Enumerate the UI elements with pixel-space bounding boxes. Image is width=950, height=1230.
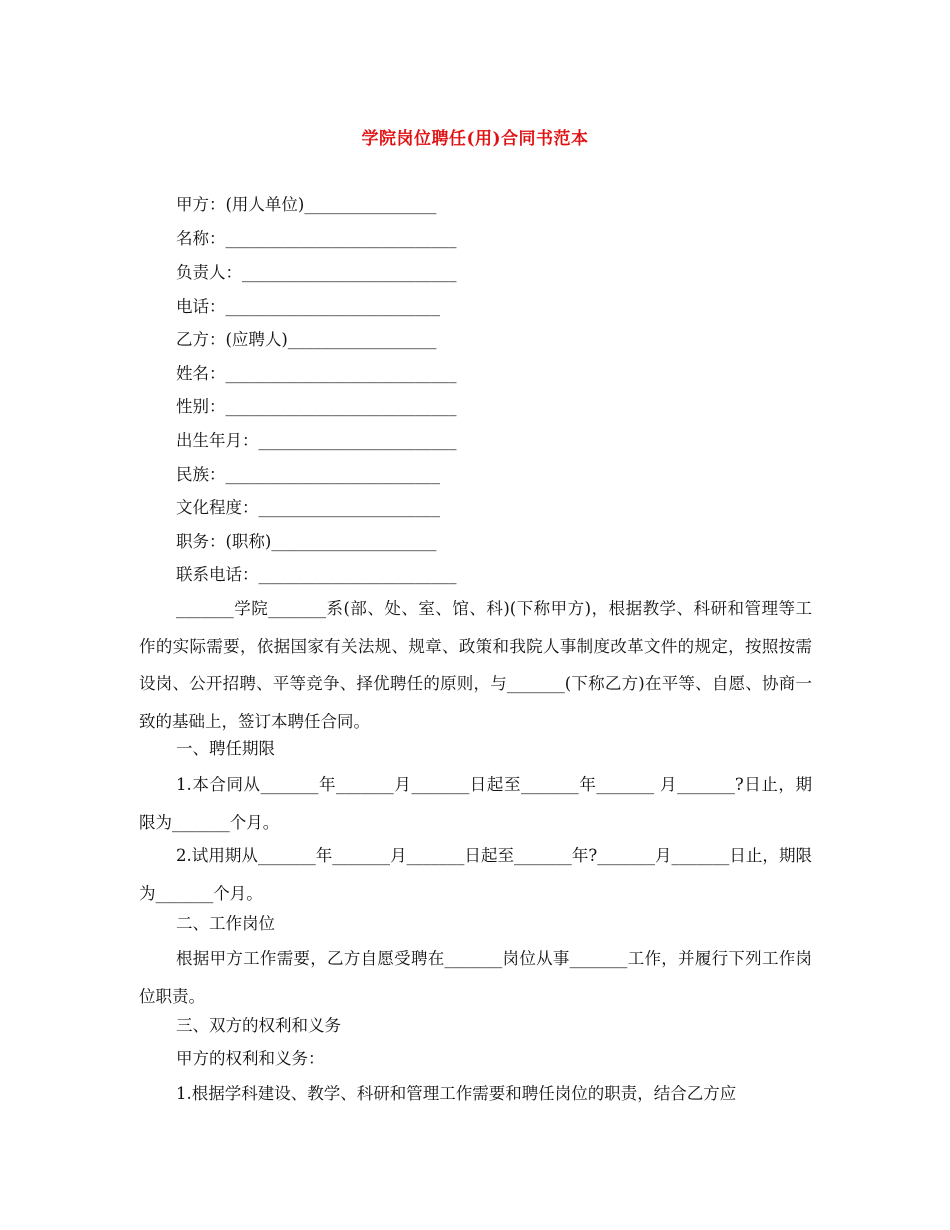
party-a-rights-heading: 甲方的权利和义务： bbox=[176, 1049, 325, 1068]
field-full-name: 姓名：____________________________ bbox=[176, 364, 457, 383]
field-name: 名称：____________________________ bbox=[176, 229, 457, 248]
field-birth: 出生年月：________________________ bbox=[176, 431, 457, 450]
field-party-b: 乙方：(应聘人)__________________ bbox=[176, 330, 437, 349]
section-position-body: 根据甲方工作需要，乙方自愿受聘在_______岗位从事_______工作，并履行下列工作岗位职责。 bbox=[139, 949, 812, 1006]
field-education: 文化程度：______________________ bbox=[176, 498, 440, 517]
section-heading-position: 二、工作岗位 bbox=[176, 914, 275, 933]
intro-paragraph: _______学院_______系(部、处、室、馆、科)(下称甲方)，根据教学、科研和管理等工作的实际需要，依据国家有关法规、规章、政策和我院人事制度改革文件的规定，按照按需设岗、公开招聘、平等竞争、择优聘任的原则，与_______(下称乙方)在平等、自愿、协商一致的基础上，签订本聘任合同。 bbox=[139, 599, 812, 731]
field-party-a: 甲方：(用人单位)________________ bbox=[176, 195, 437, 214]
field-phone: 电话：__________________________ bbox=[176, 297, 440, 316]
clause-rights-1: 1.根据学科建设、教学、科研和管理工作需要和聘任岗位的职责，结合乙方应 bbox=[176, 1084, 737, 1103]
document-title: 学院岗位聘任(用)合同书范本 bbox=[361, 129, 589, 149]
section-heading-term: 一、聘任期限 bbox=[176, 739, 275, 758]
field-contact-phone: 联系电话：________________________ bbox=[176, 565, 457, 584]
field-gender: 性别：____________________________ bbox=[176, 397, 457, 416]
field-ethnicity: 民族：__________________________ bbox=[176, 465, 440, 484]
clause-contract-period: 1.本合同从_______年_______月_______日起至_______年_______ 月_______?日止，期限为_______个月。 bbox=[139, 775, 812, 832]
field-position: 职务：(职称)____________________ bbox=[176, 532, 437, 551]
clause-probation-period: 2.试用期从_______年_______月_______日起至_______年?_______月_______日止，期限为_______个月。 bbox=[139, 846, 812, 903]
field-responsible: 负责人：__________________________ bbox=[176, 263, 457, 282]
section-heading-rights: 三、双方的权利和义务 bbox=[176, 1016, 341, 1035]
